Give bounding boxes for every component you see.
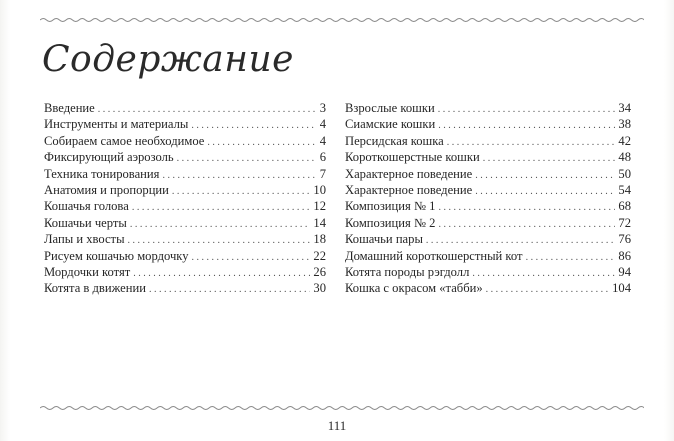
toc-entry-page: 22 xyxy=(313,248,326,263)
toc-entry-page: 26 xyxy=(313,264,326,279)
toc-entry-title: Композиция № 2 xyxy=(345,215,436,230)
toc-entry-page: 4 xyxy=(319,117,326,132)
wave-ornament-top-icon xyxy=(40,15,644,25)
toc-entry-page: 18 xyxy=(313,232,326,247)
toc-entry-page: 38 xyxy=(618,117,631,132)
toc-entry-page: 48 xyxy=(618,150,631,165)
toc-entry-title: Кошачьи черты xyxy=(44,215,127,230)
toc-entry-page: 3 xyxy=(319,101,326,115)
toc-entry-title: Характерное поведение xyxy=(345,166,473,181)
toc-entry-title: Кошачья голова xyxy=(44,199,129,214)
toc-entry-title: Лапы и хвосты xyxy=(44,232,125,247)
toc-entry[interactable] xyxy=(44,215,326,231)
toc-entry[interactable] xyxy=(44,198,326,214)
toc-entry-page: 72 xyxy=(618,215,631,230)
toc-entry[interactable] xyxy=(345,149,631,165)
toc-entry[interactable] xyxy=(44,264,326,280)
toc-entry[interactable] xyxy=(44,280,326,296)
toc-entry-title: Домашний короткошерстный кот xyxy=(345,248,523,263)
toc-entry-title: Кошка с окрасом «табби» xyxy=(345,281,483,296)
toc-entry[interactable] xyxy=(345,280,631,296)
toc-entry-title: Анатомия и пропорции xyxy=(44,182,169,197)
toc-entry[interactable] xyxy=(44,100,326,116)
toc-entry-page: 68 xyxy=(618,199,631,214)
toc-entry[interactable] xyxy=(345,264,631,280)
wave-ornament-path xyxy=(40,19,644,22)
toc-entry[interactable] xyxy=(44,133,326,149)
toc-entry-page: 4 xyxy=(319,133,326,148)
toc-entry-page: 104 xyxy=(612,281,631,296)
toc-leader-dots xyxy=(149,280,310,298)
toc-entry-page: 14 xyxy=(313,215,326,230)
toc-entry-page: 42 xyxy=(618,133,631,148)
toc-entry-title: Рисуем кошачью мордочку xyxy=(44,248,189,263)
toc-entry-title: Взрослые кошки xyxy=(345,101,435,115)
toc-entry[interactable] xyxy=(345,100,631,116)
toc-entry[interactable] xyxy=(345,182,631,198)
toc-entry-page: 34 xyxy=(618,101,631,115)
toc-entry[interactable] xyxy=(345,116,631,132)
toc-leader-dots xyxy=(486,280,609,298)
toc-entry-title: Мордочки котят xyxy=(44,264,131,279)
toc-entry[interactable] xyxy=(345,198,631,214)
toc-entry-title: Техника тонирования xyxy=(44,166,160,181)
toc-entry[interactable] xyxy=(345,231,631,247)
toc-column-left xyxy=(44,100,326,297)
toc-entry[interactable] xyxy=(44,166,326,182)
toc-entry-page: 30 xyxy=(313,281,326,296)
toc-entry-title: Короткошерстные кошки xyxy=(345,150,480,165)
toc-entry-title: Котята породы рэгдолл xyxy=(345,264,470,279)
wave-ornament-bottom-icon xyxy=(40,403,644,413)
toc-entry-page: 7 xyxy=(319,166,326,181)
toc-entry-page: 50 xyxy=(618,166,631,181)
toc-entry-page: 12 xyxy=(313,199,326,214)
toc-entry-title: Котята в движении xyxy=(44,281,146,296)
toc-entry-page: 86 xyxy=(618,248,631,263)
toc-column-right xyxy=(345,100,631,297)
toc-entry[interactable] xyxy=(44,248,326,264)
toc-entry[interactable] xyxy=(44,149,326,165)
toc-entry[interactable] xyxy=(345,248,631,264)
toc-entry-title: Композиция № 1 xyxy=(345,199,436,214)
toc-entry[interactable] xyxy=(345,215,631,231)
toc-entry-title: Инструменты и материалы xyxy=(44,117,189,132)
toc-entry-title: Фиксирующий аэрозоль xyxy=(44,150,174,165)
toc-entry-title: Собираем самое необходимое xyxy=(44,133,205,148)
toc-entry-title: Кошачьи пары xyxy=(345,232,423,247)
toc-entry-title: Персидская кошка xyxy=(345,133,444,148)
toc-entry[interactable] xyxy=(44,182,326,198)
toc-entry-title: Сиамские кошки xyxy=(345,117,436,132)
toc-entry-page: 10 xyxy=(313,182,326,197)
toc-entry-title: Характерное поведение xyxy=(345,182,473,197)
toc-entry[interactable] xyxy=(345,166,631,182)
page-title: Содержание xyxy=(42,39,294,80)
toc-entry-page: 76 xyxy=(618,232,631,247)
toc-entry[interactable] xyxy=(44,116,326,132)
toc-entry-title: Введение xyxy=(44,101,95,115)
wave-ornament-path xyxy=(40,407,644,410)
toc-entry[interactable] xyxy=(345,133,631,149)
toc-entry-page: 94 xyxy=(618,264,631,279)
toc-entry-page: 6 xyxy=(319,150,326,165)
toc-entry-page: 54 xyxy=(618,182,631,197)
toc-entry[interactable] xyxy=(44,231,326,247)
page-number: 111 xyxy=(327,418,347,433)
